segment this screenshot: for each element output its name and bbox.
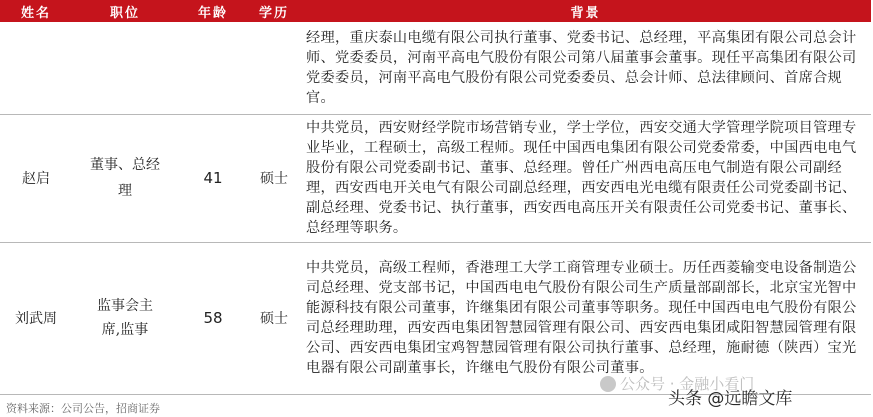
cell-position: 监事会主席,监事 [72,242,178,394]
header-education: 学历 [248,0,300,22]
source-note: 资料来源：公司公告，招商证券 [6,402,160,415]
cell-background: 中共党员，西安财经学院市场营销专业，学士学位，西安交通大学管理学院项目管理专业毕业，工程硕士，高级工程师。现任中国西电集团有限公司党委常委，中国西电电气股份有限公司党委副书记、董事、总经理。曾任广州西电高压电气制造有限公司副经理，西安西电开关电气有限公司副总经理，西安西电光电缆有限责任公司党委副书记、副总经理、党委书记、执行董事，西安西电高压开关有限责任公司党委书记、董事长、总经理等职务。 [300,114,871,242]
cell-education [248,22,300,114]
header-name: 姓名 [0,0,72,22]
cell-education: 硕士 [248,242,300,394]
cell-position [72,22,178,114]
cell-position: 董事、总经理 [72,114,178,242]
header-age: 年龄 [178,0,248,22]
header-row [0,0,871,22]
cell-name: 刘武周 [0,242,72,394]
cell-name [0,22,72,114]
cell-age: 41 [178,114,248,242]
table-row [0,242,871,394]
table-row [0,114,871,242]
header-background: 背景 [300,0,871,22]
toutiao-watermark: 头条 @远瞻文库 [668,389,793,409]
table-header [0,0,871,22]
cell-age: 58 [178,242,248,394]
table-row [0,22,871,114]
table-body [0,22,871,394]
wechat-icon [600,376,616,392]
cell-name: 赵启 [0,114,72,242]
header-position: 职位 [72,0,178,22]
cell-age [178,22,248,114]
cell-background: 经理，重庆泰山电缆有限公司执行董事、党委书记、总经理，平高集团有限公司总会计师、党委委员，河南平高电气股份有限公司第八届董事会董事。现任平高集团有限公司党委委员，河南平高电气股份有限公司党委委员、总会计师、总法律顾问、首席合规官。 [300,22,871,114]
cell-education: 硕士 [248,114,300,242]
cell-background: 中共党员，高级工程师，香港理工大学工商管理专业硕士。历任西菱输变电设备制造公司总经理、党支部书记，中国西电电气股份有限公司生产质量部副部长，北京宝光智中能源科技有限公司董事，许继集团有限公司董事等职务。现任中国西电电气股份有限公司总经理助理，西安西电集团智慧园管理有限公司、西安西电集团咸阳智慧园管理有限公司、西安西电集团宝鸡智慧园管理有限公司执行董事、总经理，施耐德（陕西）宝光电器有限公司副董事长，许继电气股份有限公司董事。 [300,242,871,394]
wechat-watermark-text: 公众号 · 金融小看门 [620,375,755,393]
